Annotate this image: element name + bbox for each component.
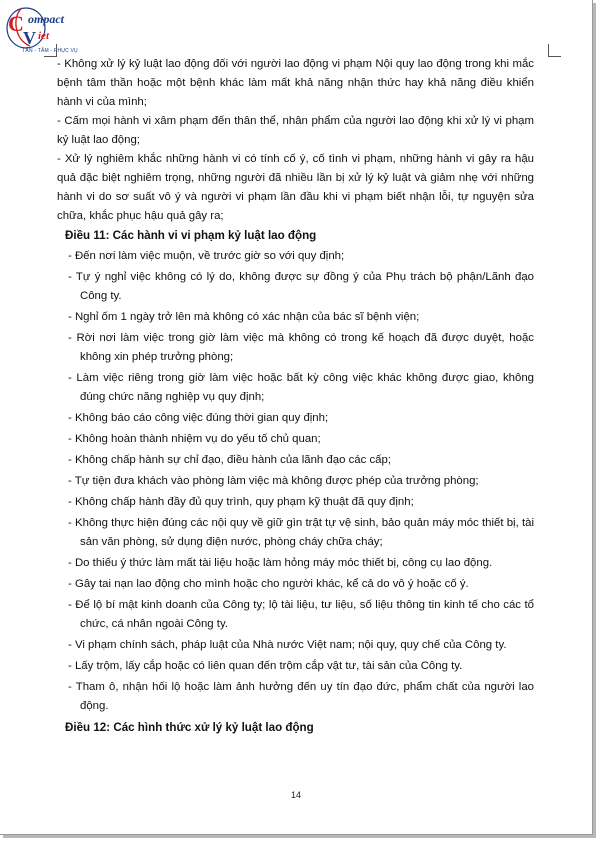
list-item: - Tự ý nghỉ việc không có lý do, không được sự đồng ý của Phụ trách bộ phận/Lãnh đạo Công ty. [68, 271, 534, 302]
logo-brand-top: ompact [28, 12, 64, 26]
list-item: - Vi phạm chính sách, pháp luật của Nhà nước Việt nam; nội quy, quy chế của Công ty. [68, 639, 507, 651]
list-item: - Nghỉ ốm 1 ngày trở lên mà không có xác nhận của bác sĩ bệnh viện; [68, 311, 420, 323]
margin-corner-mark [548, 44, 561, 57]
page-number: 14 [290, 790, 301, 800]
body-paragraph: - Xử lý nghiêm khắc những hành vi có tính cố ý, cố tình vi phạm, những hành vi gây ra hậu quả đặc biệt nghiêm trọng, những người đã nhiều lần bị xử lý kỷ luật và giảm nhẹ với những hành vi do sơ suất vô ý và người vi phạm lần đầu khi vi phạm biết nhận lỗi, tự nguyện sửa chữa, khắc phục hậu quả gây ra; [57, 153, 534, 222]
list-item: - Gây tai nạn lao động cho mình hoặc cho người khác, kể cả do vô ý hoặc cố ý. [68, 578, 469, 590]
list-item: - Không hoàn thành nhiệm vụ do yếu tố chủ quan; [68, 433, 321, 445]
list-item: - Không chấp hành đầy đủ quy trình, quy phạm kỹ thuật đã quy định; [68, 496, 414, 508]
list-item: - Tự tiện đưa khách vào phòng làm việc mà không được phép của trưởng phòng; [68, 475, 479, 487]
logo-brand-bottom: iet [38, 30, 49, 42]
list-item: - Do thiếu ý thức làm mất tài liệu hoặc làm hỏng máy móc thiết bị, công cụ lao động. [68, 557, 493, 569]
list-item: - Lấy trộm, lấy cắp hoặc có liên quan đến trộm cắp vật tư, tài sản của Công ty. [68, 660, 463, 672]
article-12-heading: Điều 12: Các hình thức xử lý kỷ luật lao động [65, 721, 314, 734]
logo-tagline: TẬN - TÂM - PHỤC VỤ [22, 48, 78, 54]
list-item: - Tham ô, nhận hối lộ hoặc làm ảnh hưởng đến uy tín đạo đức, phẩm chất của người lao động. [68, 681, 534, 712]
list-item: - Để lộ bí mật kinh doanh của Công ty; lộ tài liệu, tư liệu, số liệu thông tin kinh tế cho các tổ chức, cá nhân ngoài Công ty. [68, 599, 534, 630]
list-item: - Không thực hiện đúng các nội quy về giữ gìn trật tự vệ sinh, bảo quản máy móc thiết bị, tài sản văn phòng, sử dụng điện nước, phòng cháy chữa cháy; [68, 517, 534, 548]
list-item: - Đến nơi làm việc muộn, về trước giờ so với quy định; [68, 250, 345, 262]
article-11-heading: Điều 11: Các hành vi vi phạm kỷ luật lao động [65, 229, 317, 242]
body-paragraph: - Không xử lý kỷ luật lao động đối với người lao động vi phạm Nội quy lao động trong khi mắc bệnh tâm thần hoặc một bệnh khác làm mất khả năng nhận thức hay khả năng điều khiển hành vi của mình; [57, 58, 534, 108]
list-item: - Rời nơi làm việc trong giờ làm việc mà không có trong kế hoạch đã được duyệt, hoặc không xin phép trưởng phòng; [68, 332, 534, 363]
svg-text:V: V [23, 28, 36, 48]
svg-text:C: C [8, 11, 24, 36]
margin-corner-mark [44, 44, 57, 57]
list-item: - Không báo cáo công việc đúng thời gian quy định; [68, 412, 329, 424]
list-item: - Không chấp hành sự chỉ đạo, điều hành của lãnh đạo các cấp; [68, 454, 391, 466]
body-paragraph: - Cấm mọi hành vi xâm phạm đến thân thể, nhân phẩm của người lao động khi xử lý vi phạm kỷ luật lao động; [57, 115, 534, 146]
document-body [57, 55, 534, 739]
list-item: - Làm việc riêng trong giờ làm việc hoặc bất kỳ công việc khác không được giao, không đúng chức năng nghiệp vụ quy định; [68, 372, 534, 403]
